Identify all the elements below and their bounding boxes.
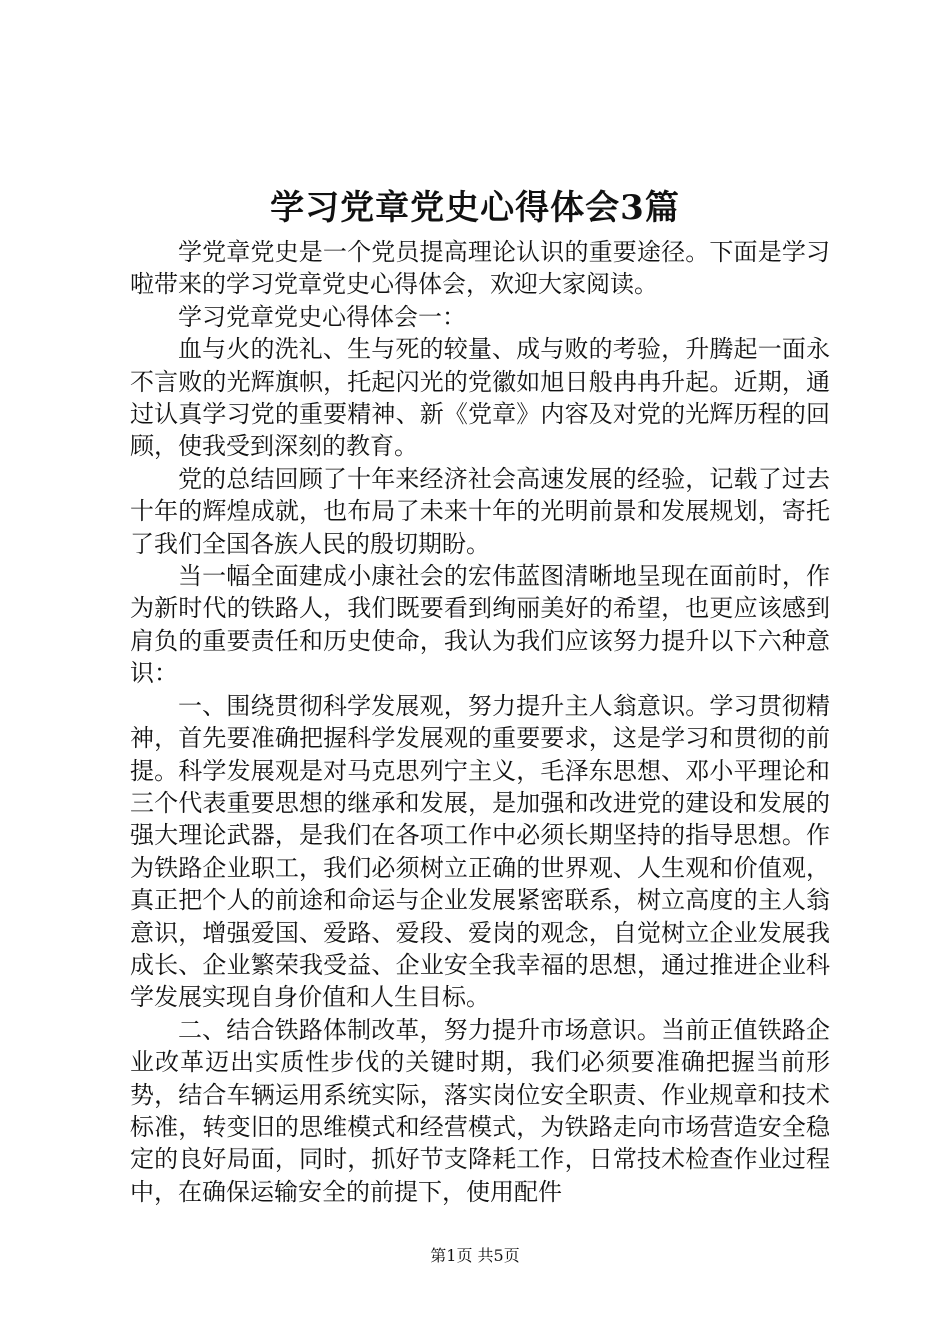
paragraph: 当一幅全面建成小康社会的宏伟蓝图清晰地呈现在面前时，作为新时代的铁路人，我们既要看到绚丽美好的希望，也更应该感到肩负的重要责任和历史使命，我认为我们应该努力提升以下六种意识： xyxy=(130,562,830,688)
paragraph: 二、结合铁路体制改革，努力提升市场意识。当前正值铁路企业改革迈出实质性步伐的关键时期，我们必须要准确把握当前形势，结合车辆运用系统实际，落实岗位安全职责、作业规章和技术标准，转变旧的思维模式和经营模式，为铁路走向市场营造安全稳定的良好局面，同时，抓好节支降耗工作，日常技术检查作业过程中，在确保运输安全的前提下，使用配件 xyxy=(130,1015,830,1206)
document-title: 学习党章党史心得体会3篇 xyxy=(270,188,680,228)
paragraph-intro: 学党章党史是一个党员提高理论认识的重要途径。下面是学习啦带来的学习党章党史心得体会，欢迎大家阅读。 xyxy=(130,238,830,299)
document-body xyxy=(130,236,830,1208)
page-footer: 第1页 共5页 xyxy=(430,1246,520,1265)
paragraph: 血与火的洗礼、生与死的较量、成与败的考验，升腾起一面永不言败的光辉旗帜，托起闪光的党徽如旭日般冉冉升起。近期，通过认真学习党的重要精神、新《党章》内容及对党的光辉历程的回顾，使我受到深刻的教育。 xyxy=(130,335,830,461)
paragraph: 党的总结回顾了十年来经济社会高速发展的经验，记载了过去十年的辉煌成就，也布局了未来十年的光明前景和发展规划，寄托了我们全国各族人民的殷切期盼。 xyxy=(130,464,830,558)
paragraph-section-heading: 学习党章党史心得体会一： xyxy=(178,302,466,331)
paragraph: 一、围绕贯彻科学发展观，努力提升主人翁意识。学习贯彻精神，首先要准确把握科学发展观的重要要求，这是学习和贯彻的前提。科学发展观是对马克思列宁主义，毛泽东思想、邓小平理论和三个代表重要思想的继承和发展，是加强和改进党的建设和发展的强大理论武器，是我们在各项工作中必须长期坚持的指导思想。作为铁路企业职工，我们必须树立正确的世界观、人生观和价值观，真正把个人的前途和命运与企业发展紧密联系，树立高度的主人翁意识，增强爱国、爱路、爱段、爱岗的观念，自觉树立企业发展我成长、企业繁荣我受益、企业安全我幸福的思想，通过推进企业科学发展实现自身价值和人生目标。 xyxy=(130,691,830,1012)
